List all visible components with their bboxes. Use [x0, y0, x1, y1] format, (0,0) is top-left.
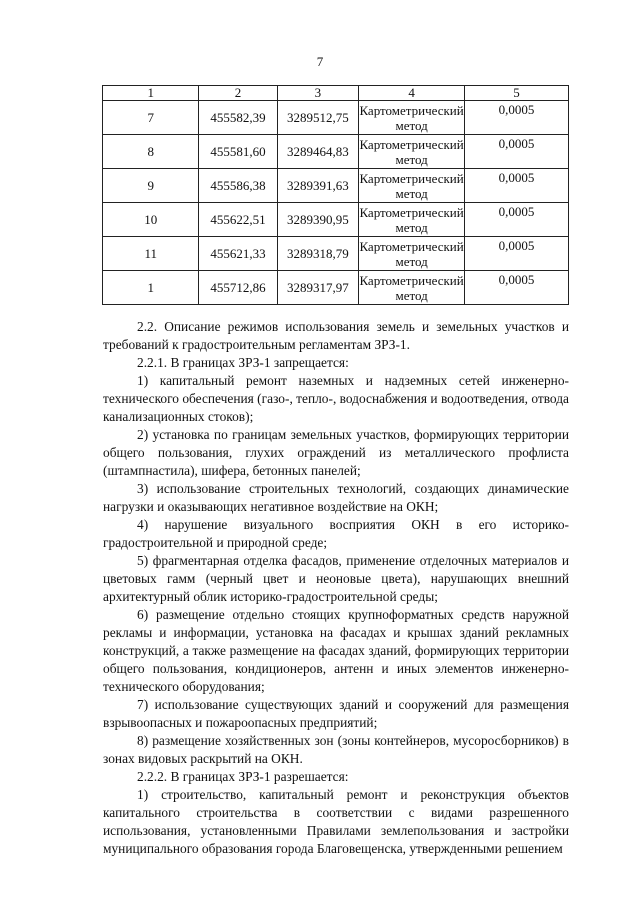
section-heading-2-2: 2.2. Описание режимов использования земель и земельных участков и требований к градостроительным регламентам ЗРЗ-1. [103, 319, 569, 352]
list-item: 1) капитальный ремонт наземных и надземных сетей инженерно-технического обеспечения (газо-, тепло-, водоснабжения и водоотведения, отвода канализационных стоков); [103, 373, 569, 424]
table-row [103, 237, 569, 271]
method-cell: Картометрический метод [359, 272, 464, 303]
table-row [103, 101, 569, 135]
list-item: 6) размещение отдельно стоящих крупноформатных средств наружной рекламы и информации, установка на фасадах и крышах зданий рекламных конструкций, а также размещение на фасадах зданий, формирующих территории общего пользования, кондиционеров, антенн и иных элементов инженерно-технического оборудования; [103, 607, 569, 694]
y-coordinate-cell: 3289318,79 [277, 237, 358, 271]
coordinates-table [102, 85, 569, 305]
method-cell: Картометрический метод [359, 170, 464, 201]
list-item: 8) размещение хозяйственных зон (зоны контейнеров, мусоросборников) в зонах видовых раскрытий на ОКН. [103, 733, 569, 766]
y-coordinate-cell: 3289317,97 [277, 271, 358, 305]
list-item: 1) строительство, капитальный ремонт и реконструкция объектов капитального строительства в соответствии с видами разрешенного использования, установленными Правилами землепользования и застройки муниципального образования города Благовещенска, утвержденными решением [103, 787, 569, 856]
point-number-cell: 11 [103, 237, 199, 271]
point-number-cell: 9 [103, 169, 199, 203]
list-item: 7) использование существующих зданий и сооружений для размещения взрывоопасных и пожароопасных предприятий; [103, 697, 569, 730]
list-item: 4) нарушение визуального восприятия ОКН в его историко-градостроительной и природной среде; [103, 517, 569, 550]
y-coordinate-cell: 3289464,83 [277, 135, 358, 169]
header-cell-5: 5 [465, 86, 569, 101]
x-coordinate-cell: 455586,38 [199, 169, 277, 203]
header-cell-4: 4 [359, 86, 465, 101]
subsection-heading-prohibited: 2.2.1. В границах ЗРЗ-1 запрещается: [137, 355, 349, 370]
list-item: 5) фрагментарная отделка фасадов, применение отделочных материалов и цветовых гамм (черный цвет и неоновые цвета), нарушающих внешний архитектурный облик историко-градостроительной среды; [103, 553, 569, 604]
x-coordinate-cell: 455622,51 [199, 203, 277, 237]
point-number-cell: 7 [103, 101, 199, 135]
method-cell: Картометрический метод [359, 238, 464, 269]
subsection-heading-allowed: 2.2.2. В границах ЗРЗ-1 разрешается: [137, 769, 349, 784]
point-number-cell: 1 [103, 271, 199, 305]
header-cell-3: 3 [277, 86, 358, 101]
table-header-row [103, 86, 569, 101]
error-cell: 0,0005 [465, 237, 569, 271]
x-coordinate-cell: 455582,39 [199, 101, 277, 135]
error-cell: 0,0005 [465, 101, 569, 135]
method-cell: Картометрический метод [359, 204, 464, 235]
x-coordinate-cell: 455581,60 [199, 135, 277, 169]
table-row [103, 169, 569, 203]
header-cell-2: 2 [199, 86, 277, 101]
list-item: 2) установка по границам земельных участков, формирующих территории общего пользования, глухих ограждений из металлического профлиста (штампнастила), шифера, бетонных панелей; [103, 427, 569, 478]
table-row [103, 271, 569, 305]
point-number-cell: 10 [103, 203, 199, 237]
error-cell: 0,0005 [465, 135, 569, 169]
error-cell: 0,0005 [465, 203, 569, 237]
method-cell: Картометрический метод [359, 102, 464, 133]
error-cell: 0,0005 [465, 169, 569, 203]
regulations-text [103, 318, 569, 858]
table-row [103, 135, 569, 169]
table-row [103, 203, 569, 237]
point-number-cell: 8 [103, 135, 199, 169]
y-coordinate-cell: 3289512,75 [277, 101, 358, 135]
y-coordinate-cell: 3289391,63 [277, 169, 358, 203]
page-number: 7 [316, 54, 324, 69]
x-coordinate-cell: 455621,33 [199, 237, 277, 271]
y-coordinate-cell: 3289390,95 [277, 203, 358, 237]
header-cell-1: 1 [103, 86, 199, 101]
list-item: 3) использование строительных технологий, создающих динамические нагрузки и оказывающих негативное воздействие на ОКН; [103, 481, 569, 514]
x-coordinate-cell: 455712,86 [199, 271, 277, 305]
error-cell: 0,0005 [465, 271, 569, 305]
method-cell: Картометрический метод [359, 136, 464, 167]
